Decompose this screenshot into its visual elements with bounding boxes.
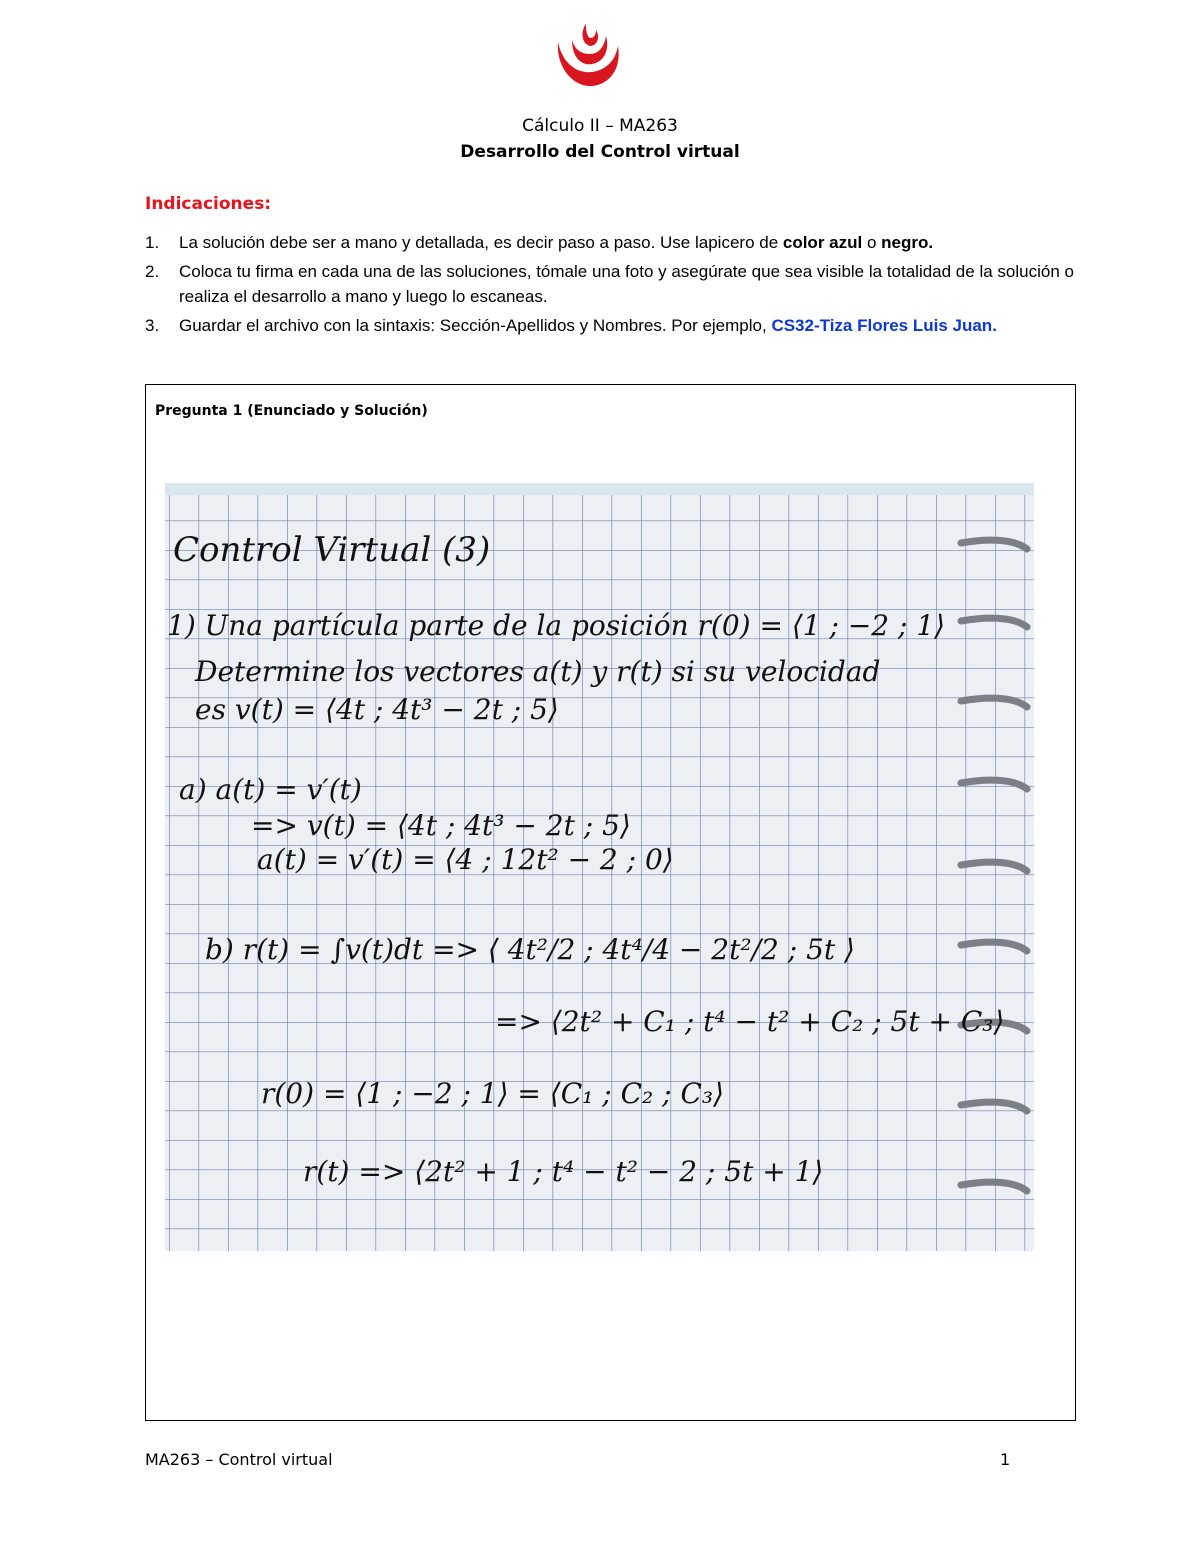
handwritten-line: Determine los vectores a(t) y r(t) si su velocidad	[195, 655, 881, 688]
instruction-item	[145, 313, 1075, 338]
instruction-text: o	[862, 233, 882, 252]
instruction-bold-color: color azul	[782, 233, 863, 252]
instruction-item	[145, 259, 1075, 309]
page-number: 1	[1000, 1450, 1011, 1469]
handwritten-line: 1) Una partícula parte de la posición r(0) = ⟨1 ; −2 ; 1⟩	[167, 609, 946, 642]
handwritten-line: r(0) = ⟨1 ; −2 ; 1⟩ = ⟨C₁ ; C₂ ; C₃⟩	[261, 1077, 725, 1110]
handwritten-line: r(t) => ⟨2t² + 1 ; t⁴ − t² − 2 ; 5t + 1⟩	[303, 1155, 824, 1188]
handwritten-line: => v(t) = ⟨4t ; 4t³ − 2t ; 5⟩	[251, 809, 631, 842]
instruction-text: Coloca tu firma en cada una de las soluciones, tómale una foto y asegúrate que sea visible la totalidad de la solución o realiza el desarrollo a mano y luego lo escaneas.	[179, 262, 1074, 306]
document-title: Desarrollo del Control virtual	[460, 142, 740, 162]
question-box	[145, 384, 1076, 1421]
question-label: Pregunta 1 (Enunciado y Solución)	[155, 403, 428, 419]
handwritten-line: a) a(t) = v′(t)	[179, 773, 362, 806]
footer-course: MA263 – Control virtual	[145, 1450, 333, 1469]
instruction-text: Guardar el archivo con la sintaxis: Sección-Apellidos y Nombres. Por ejemplo,	[179, 316, 772, 335]
subject-title: Cálculo II – MA263	[522, 116, 678, 136]
instruction-number: 2.	[145, 262, 160, 281]
upc-flame-logo	[552, 22, 624, 90]
handwritten-line: a(t) = v′(t) = ⟨4 ; 12t² − 2 ; 0⟩	[257, 843, 674, 876]
instruction-item	[145, 230, 1075, 255]
handwritten-line: es v(t) = ⟨4t ; 4t³ − 2t ; 5⟩	[195, 693, 559, 726]
handwritten-line: => ⟨2t² + C₁ ; t⁴ − t² + C₂ ; 5t + C₃⟩	[495, 1005, 1005, 1038]
instruction-bold-color: negro.	[881, 233, 934, 252]
instruction-number: 3.	[145, 316, 160, 335]
instructions-list	[145, 230, 1075, 342]
instruction-text: La solución debe ser a mano y detallada, es decir paso a paso. Use lapicero de	[179, 233, 783, 252]
file-name-example: CS32-Tiza Flores Luis Juan.	[771, 316, 997, 335]
instructions-heading: Indicaciones:	[145, 194, 272, 214]
handwritten-solution-photo	[165, 483, 1034, 1251]
instruction-number: 1.	[145, 233, 160, 252]
handwritten-line: b) r(t) = ∫v(t)dt => ⟨ 4t²/2 ; 4t⁴/4 − 2t²/2 ; 5t ⟩	[205, 933, 855, 966]
handwritten-title: Control Virtual (3)	[173, 530, 491, 570]
